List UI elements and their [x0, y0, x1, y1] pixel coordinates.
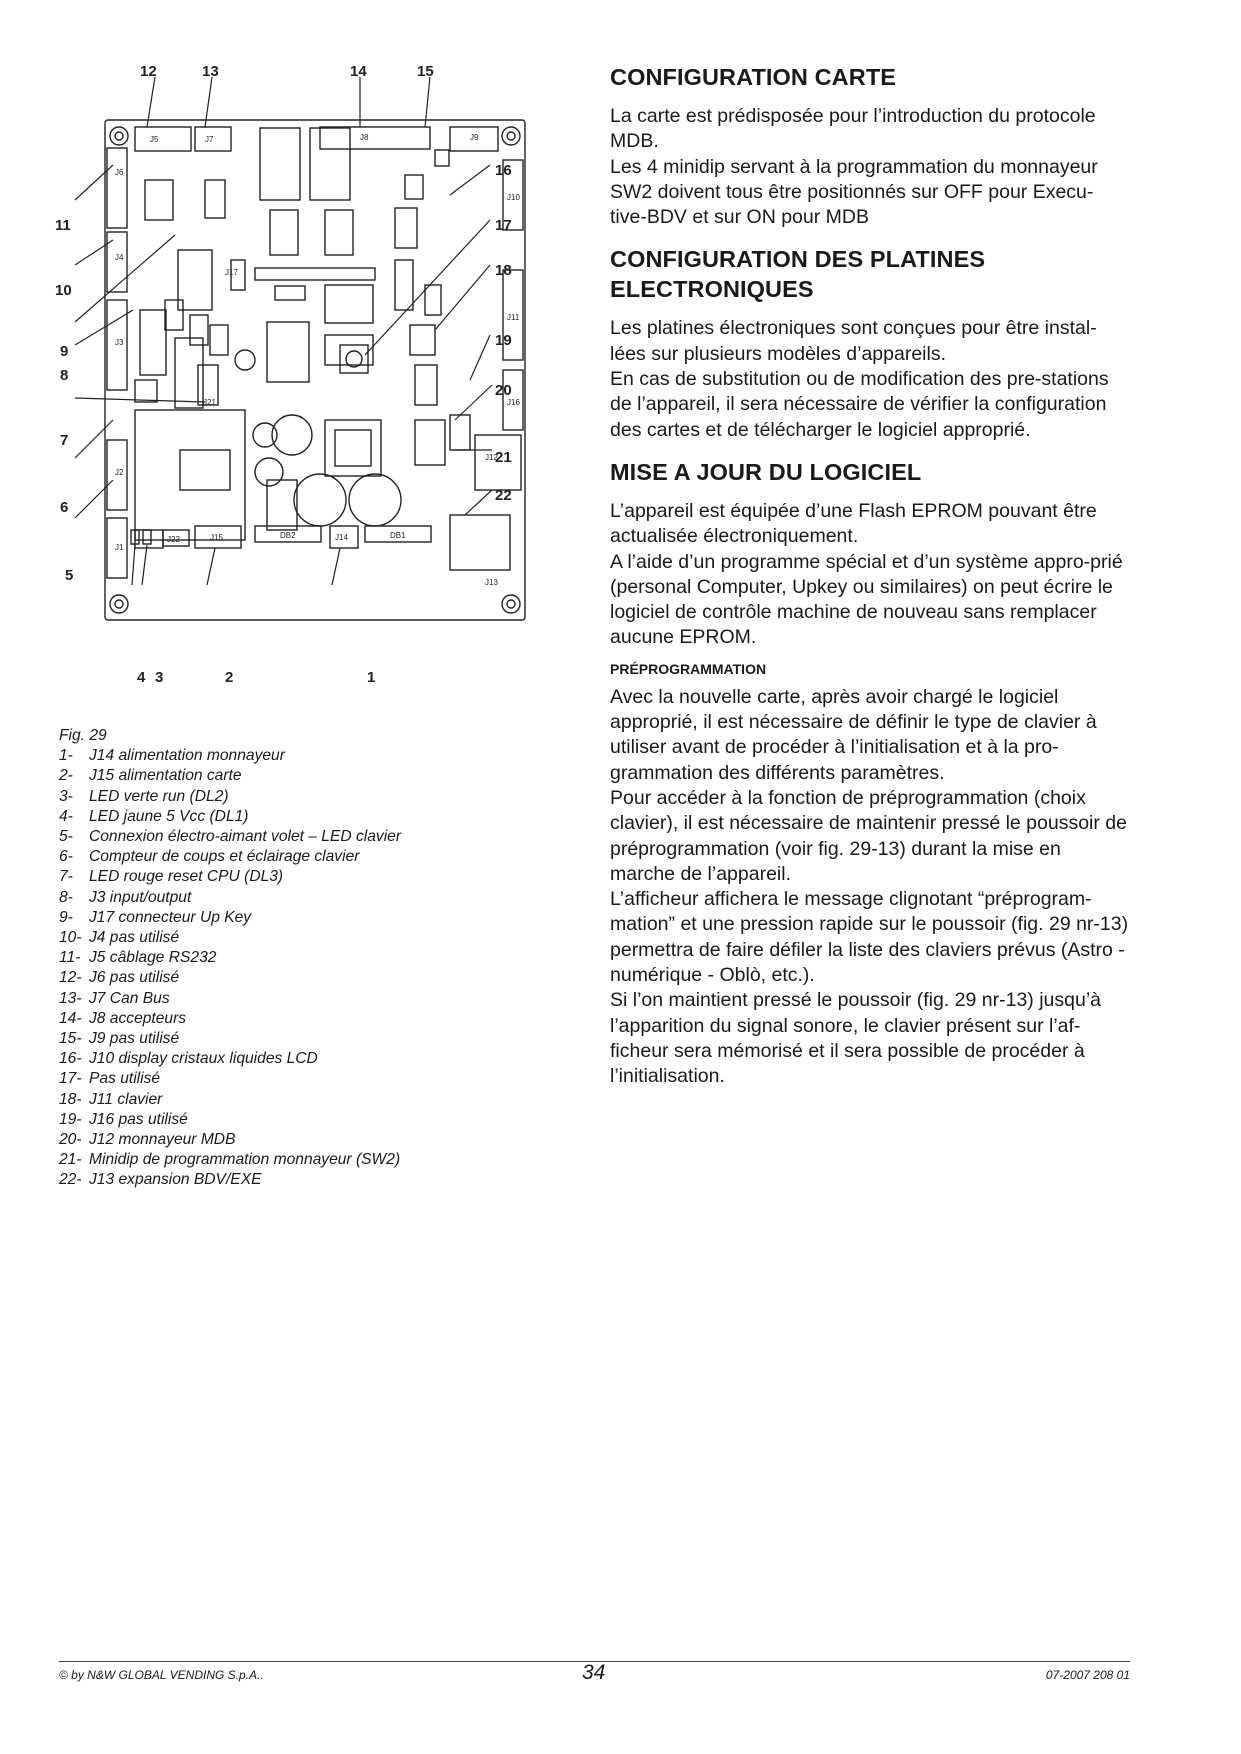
- legend-text: J6 pas utilisé: [89, 969, 180, 987]
- legend-text: J9 pas utilisé: [89, 1030, 180, 1048]
- callout-8: 8: [60, 367, 69, 384]
- legend-item: [59, 1090, 401, 1110]
- legend-text: Pas utilisé: [89, 1070, 161, 1088]
- callout-15: 15: [417, 63, 434, 80]
- legend-text: J17 connecteur Up Key: [89, 908, 252, 926]
- text-column: [610, 62, 1130, 1104]
- board-label: J8: [360, 133, 369, 142]
- legend-number: 22-: [59, 1171, 82, 1189]
- legend-number: 9-: [59, 908, 73, 926]
- legend-item: [59, 827, 401, 847]
- board-outline: [105, 120, 525, 620]
- callout-5: 5: [65, 567, 74, 584]
- callout-16: 16: [495, 162, 512, 179]
- board-label: J9: [470, 133, 479, 142]
- board-label: J15: [210, 533, 223, 542]
- section-title: CONFIGURATION CARTE: [610, 64, 897, 90]
- footer-copyright: © by N&W GLOBAL VENDING S.p.A..: [59, 1668, 264, 1682]
- legend-item: [59, 928, 401, 948]
- figure-caption: Fig. 29: [59, 727, 107, 744]
- section-configuration-carte: [610, 62, 1130, 230]
- footer-doc-code: 07-2007 208 01: [1045, 1668, 1130, 1682]
- legend-number: 2-: [59, 767, 73, 785]
- paragraph: En cas de substitution ou de modification des pre-stations de l’appareil, il sera nécessaire de vérifier la configuration des cartes et de télécharger le logiciel approprié.: [610, 368, 1109, 441]
- legend-number: 21-: [59, 1151, 82, 1169]
- legend-item: [59, 948, 401, 968]
- section-title: CONFIGURATION DES PLATINES ELECTRONIQUES: [610, 246, 986, 303]
- callout-3: 3: [155, 669, 164, 686]
- legend-item: [59, 787, 401, 807]
- legend-text: Compteur de coups et éclairage clavier: [89, 848, 360, 866]
- board-label: J13: [485, 578, 498, 587]
- board-label: J16: [507, 398, 520, 407]
- paragraph: L’appareil est équipée d’une Flash EPROM pouvant être actualisée électroniquement.: [610, 499, 1097, 548]
- legend-text: J16 pas utilisé: [89, 1110, 188, 1128]
- legend-number: 20-: [59, 1131, 82, 1149]
- legend-number: 4-: [59, 807, 73, 825]
- legend-number: 14-: [59, 1009, 82, 1027]
- board-label: DB1: [390, 531, 406, 540]
- board-label: J21: [203, 398, 216, 407]
- legend-number: 16-: [59, 1050, 82, 1068]
- legend-number: 8-: [59, 888, 73, 906]
- legend-item: [59, 867, 401, 887]
- callout-20: 20: [495, 382, 512, 399]
- callout-6: 6: [60, 499, 69, 516]
- paragraph: A l’aide d’un programme spécial et d’un système appro-prié (personal Computer, Upkey ou similaires) on peut écrire le logiciel de contrôle machine de nouveau sans remplacer aucune EPROM.: [610, 550, 1123, 649]
- callout-18: 18: [495, 262, 512, 279]
- callout-10: 10: [55, 282, 72, 299]
- legend-item: [59, 1029, 401, 1049]
- legend-item: [59, 1069, 401, 1089]
- legend-number: 1-: [59, 747, 73, 765]
- legend-text: J15 alimentation carte: [89, 767, 242, 785]
- callout-19: 19: [495, 332, 512, 349]
- board-label: J6: [115, 168, 124, 177]
- section-mise-a-jour: [610, 457, 1130, 1090]
- paragraph: Les platines électroniques sont conçues pour être instal-lées sur plusieurs modèles d’appareils.: [610, 317, 1097, 365]
- board-label: J4: [115, 253, 124, 262]
- board-label: J10: [507, 193, 520, 202]
- legend-item: [59, 1110, 401, 1130]
- legend-text: J8 accepteurs: [89, 1009, 187, 1027]
- legend-item: [59, 989, 401, 1009]
- legend-text: LED jaune 5 Vcc (DL1): [89, 807, 249, 825]
- callout-1: 1: [367, 669, 376, 686]
- legend-number: 15-: [59, 1030, 82, 1048]
- legend-number: 7-: [59, 868, 73, 886]
- section-title: MISE A JOUR DU LOGICIEL: [610, 458, 922, 485]
- board-label: J3: [115, 338, 124, 347]
- paragraph: L’afficheur affichera le message clignotant “préprogram-mation” et une pression rapide sur le poussoir (fig. 29 nr-13) permettra de faire défiler la liste des claviers prévus (Astro - numérique - Oblò, etc.).: [610, 888, 1129, 987]
- legend-item: [59, 1049, 401, 1069]
- legend-item: [59, 746, 401, 766]
- legend-number: 11-: [59, 949, 81, 967]
- legend-number: 18-: [59, 1090, 82, 1108]
- legend-text: J14 alimentation monnayeur: [89, 747, 285, 765]
- legend-item: [59, 847, 401, 867]
- legend-text: J11 clavier: [89, 1090, 163, 1108]
- legend-text: Minidip de programmation monnayeur (SW2): [89, 1151, 401, 1169]
- board-label: DB2: [280, 531, 296, 540]
- legend-text: J12 monnayeur MDB: [89, 1131, 236, 1149]
- circuit-board-figure: [55, 60, 595, 690]
- legend-number: 13-: [59, 989, 82, 1007]
- legend-item: [59, 888, 401, 908]
- callout-9: 9: [60, 343, 69, 360]
- callout-11: 11: [55, 217, 71, 234]
- legend-item: [59, 766, 401, 786]
- paragraph: Pour accéder à la fonction de préprogrammation (choix clavier), il est nécessaire de maintenir pressé le poussoir de préprogrammation (voir fig. 29-13) durant la mise en marche de l’appareil.: [610, 786, 1127, 885]
- callout-12: 12: [140, 63, 157, 80]
- callout-14: 14: [350, 63, 367, 80]
- board-label: J12: [485, 453, 498, 462]
- legend-text: J7 Can Bus: [89, 989, 170, 1007]
- paragraph: Si l’on maintient pressé le poussoir (fig. 29 nr-13) jusqu’à l’apparition du signal sonore, le clavier présent sur l’af-ficheur sera mémorisé et il sera possible de procéder à l’initialisation.: [610, 989, 1101, 1088]
- section-configuration-platines: [610, 244, 1130, 442]
- board-label: J7: [205, 135, 214, 144]
- board-label: J17: [225, 268, 238, 277]
- page-number: 34: [582, 1661, 606, 1684]
- legend-item: [59, 1150, 401, 1170]
- figure-legend: [59, 726, 401, 1191]
- subsection-title: PRÉPROGRAMMATION: [610, 660, 767, 677]
- legend-number: 3-: [59, 787, 73, 805]
- legend-number: 12-: [59, 969, 82, 987]
- paragraph: Avec la nouvelle carte, après avoir chargé le logiciel approprié, il est nécessaire de définir le type de clavier à utiliser avant de procéder à l’initialisation et à la pro-grammation des différents paramètres.: [610, 685, 1097, 784]
- callout-13: 13: [202, 63, 219, 80]
- legend-text: J5 câblage RS232: [89, 949, 217, 967]
- board-label: J11: [507, 313, 520, 322]
- board-label: J2: [115, 468, 124, 477]
- callout-2: 2: [225, 669, 234, 686]
- legend-item: [59, 1009, 401, 1029]
- legend-item: [59, 968, 401, 988]
- legend-text: LED verte run (DL2): [89, 787, 229, 805]
- legend-text: J4 pas utilisé: [89, 929, 180, 947]
- paragraph: La carte est prédisposée pour l’introduction du protocole MDB.: [610, 105, 1096, 153]
- legend-text: J10 display cristaux liquides LCD: [89, 1050, 318, 1068]
- legend-item: [59, 807, 401, 827]
- legend-item: [59, 908, 401, 928]
- legend-text: J3 input/output: [89, 888, 192, 906]
- legend-number: 19-: [59, 1110, 82, 1128]
- legend-item: [59, 1130, 401, 1150]
- board-label: J22: [167, 535, 180, 544]
- callout-21: 21: [495, 449, 512, 466]
- legend-number: 10-: [59, 929, 82, 947]
- legend-text: Connexion électro-aimant volet – LED clavier: [89, 828, 402, 846]
- paragraph: Les 4 minidip servant à la programmation du monnayeur SW2 doivent tous être positionnés sur OFF pour Execu-tive-BDV et sur ON pour MDB: [610, 155, 1098, 229]
- board-label: J14: [335, 533, 348, 542]
- board-label: J1: [115, 543, 124, 552]
- callout-17: 17: [495, 217, 512, 234]
- legend-item: [59, 1170, 401, 1190]
- legend-number: 5-: [59, 828, 73, 846]
- legend-text: LED rouge reset CPU (DL3): [89, 868, 284, 886]
- callout-22: 22: [495, 487, 512, 504]
- callout-7: 7: [60, 432, 69, 449]
- legend-text: J13 expansion BDV/EXE: [89, 1171, 262, 1189]
- legend-number: 17-: [59, 1070, 82, 1088]
- board-label: J5: [150, 135, 159, 144]
- legend-number: 6-: [59, 848, 73, 866]
- callout-4: 4: [137, 669, 146, 686]
